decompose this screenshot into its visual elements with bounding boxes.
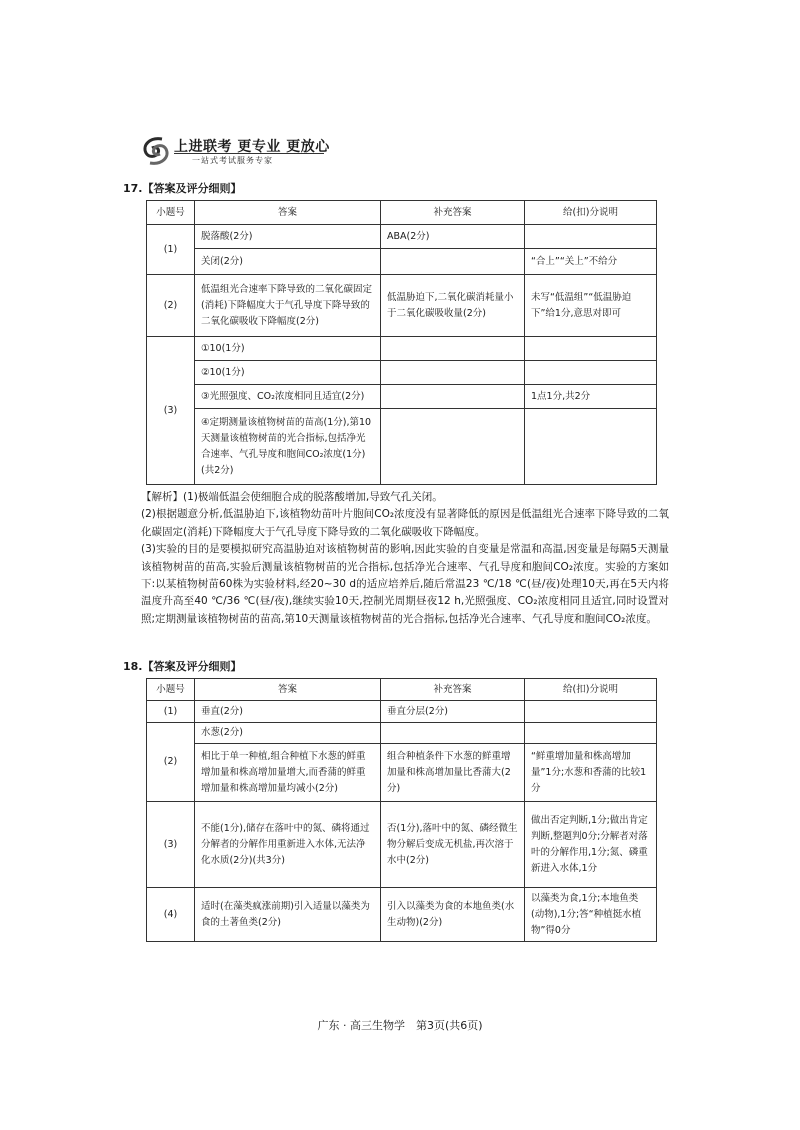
table-row: [147, 888, 657, 942]
question-number: (2): [147, 275, 195, 337]
table-row: [147, 225, 657, 249]
analysis-paragraph-2: (2)根据题意分析,低温胁迫下,该植物幼苗叶片胞间CO₂浓度没有显著降低的原因是低温组光合速率下降导致的二氧化碳固定(消耗)下降幅度大于气孔导度下降导致的二氧化碳吸收下降幅度。: [141, 508, 669, 538]
logo-subtitle: 一站式考试服务专家: [192, 156, 273, 165]
col-header-no: 小题号: [147, 679, 195, 701]
question-number: (4): [147, 888, 195, 942]
answer-cell: 脱落酸(2分): [195, 225, 381, 249]
note-cell: [525, 337, 657, 361]
extra-answer-cell: 低温胁迫下,二氧化碳消耗量小于二氧化碳吸收量(2分): [381, 275, 525, 337]
table-row: [147, 744, 657, 802]
table-row: [147, 337, 657, 361]
extra-answer-cell: [381, 385, 525, 409]
extra-answer-cell: ABA(2分): [381, 225, 525, 249]
extra-answer-cell: 垂直分层(2分): [381, 701, 525, 723]
table-row: [147, 275, 657, 337]
extra-answer-cell: [381, 723, 525, 744]
table-row: [147, 385, 657, 409]
question-number: (1): [147, 701, 195, 723]
note-cell: 未写“低温组”“低温胁迫下”给1分,意思对即可: [525, 275, 657, 337]
page-footer: 广东 · 高三生物学 第3页(共6页): [317, 1019, 483, 1032]
answer-cell: 相比于单一种植,组合种植下水葱的鲜重增加量和株高增加量增大,而香蒲的鲜重增加量和株高增加量均减小(2分): [195, 744, 381, 802]
extra-answer-cell: 否(1分),落叶中的氮、磷经微生物分解后变成无机盐,再次溶于水中(2分): [381, 802, 525, 888]
answer-cell: 关闭(2分): [195, 249, 381, 275]
extra-answer-cell: [381, 361, 525, 385]
table-row: [147, 802, 657, 888]
col-header-note: 给(扣)分说明: [525, 679, 657, 701]
analysis-paragraph-3: (3)实验的目的是要模拟研究高温胁迫对该植物树苗的影响,因此实验的自变量是常温和高温,因变量是每隔5天测量该植物树苗的苗高,实验后测量该植物树苗的光合指标,包括净光合速率、气孔导度和胞间CO₂浓度。实验的方案如下:以某植物树苗60株为实验材料,经20~30 d的适应培养后,随后常温23 ℃/18 ℃(昼/夜)处理10天,再在5天内将温度升高至40 ℃/36 ℃(昼/夜),继续实验10天,控制光周期昼夜12 h,光照强度、CO₂浓度相同且适宜,同时设置对照;定期测量该植物树苗的苗高,第10天测量该植物树苗的光合指标,包括净光合速率、气孔导度和胞间CO₂浓度。: [141, 543, 669, 625]
extra-answer-cell: [381, 249, 525, 275]
answer-cell: ①10(1分): [195, 337, 381, 361]
table-row: [147, 723, 657, 744]
q17-analysis: [141, 489, 669, 628]
note-cell: [525, 701, 657, 723]
question-number: (3): [147, 337, 195, 485]
logo-divider: [174, 153, 324, 154]
answer-cell: ④定期测量该植物树苗的苗高(1分),第10天测量该植物树苗的光合指标,包括净光合速率、气孔导度和胞间CO₂浓度(1分)(共2分): [195, 409, 381, 485]
col-header-extra: 补充答案: [381, 679, 525, 701]
table-header-row: [147, 201, 657, 225]
note-cell: 以藻类为食,1分;本地鱼类(动物),1分;答“种植挺水植物”得0分: [525, 888, 657, 942]
question-number: (1): [147, 225, 195, 275]
table-row: [147, 361, 657, 385]
q17-heading: 17.【答案及评分细则】: [123, 182, 242, 195]
extra-answer-cell: 组合种植条件下水葱的鲜重增加量和株高增加量比香蒲大(2分): [381, 744, 525, 802]
answer-cell: 垂直(2分): [195, 701, 381, 723]
logo-swirl-icon: [140, 135, 172, 167]
answer-cell: 水葱(2分): [195, 723, 381, 744]
header-logo: [140, 133, 340, 173]
note-cell: “鲜重增加量和株高增加量”1分;水葱和香蒲的比较1分: [525, 744, 657, 802]
col-header-answer: 答案: [195, 679, 381, 701]
question-number: (2): [147, 723, 195, 802]
note-cell: 做出否定判断,1分;做出肯定判断,整题判0分;分解者对落叶的分解作用,1分;氮、磷重新进入水体,1分: [525, 802, 657, 888]
col-header-no: 小题号: [147, 201, 195, 225]
col-header-note: 给(扣)分说明: [525, 201, 657, 225]
table-header-row: [147, 679, 657, 701]
extra-answer-cell: 引入以藻类为食的本地鱼类(水生动物)(2分): [381, 888, 525, 942]
note-cell: [525, 723, 657, 744]
logo-title: 上进联考 更专业 更放心: [174, 139, 330, 155]
q18-heading: 18.【答案及评分细则】: [123, 660, 242, 673]
answer-cell: ②10(1分): [195, 361, 381, 385]
table-row: [147, 409, 657, 485]
answer-cell: 低温组光合速率下降导致的二氧化碳固定(消耗)下降幅度大于气孔导度下降导致的二氧化碳吸收下降幅度(2分): [195, 275, 381, 337]
q17-table: [146, 200, 657, 485]
col-header-extra: 补充答案: [381, 201, 525, 225]
col-header-answer: 答案: [195, 201, 381, 225]
analysis-paragraph-1: 【解析】(1)极端低温会使细胞合成的脱落酸增加,导致气孔关闭。: [141, 491, 443, 503]
answer-cell: 不能(1分),储存在落叶中的氮、磷将通过分解者的分解作用重新进入水体,无法净化水质(2分)(共3分): [195, 802, 381, 888]
extra-answer-cell: [381, 337, 525, 361]
answer-cell: 适时(在藻类疯涨前期)引入适量以藻类为食的土著鱼类(2分): [195, 888, 381, 942]
q18-table: [146, 678, 657, 942]
question-number: (3): [147, 802, 195, 888]
table-row: [147, 249, 657, 275]
answer-cell: ③光照强度、CO₂浓度相同且适宜(2分): [195, 385, 381, 409]
note-cell: [525, 225, 657, 249]
note-cell: [525, 409, 657, 485]
table-row: [147, 701, 657, 723]
note-cell: “合上”“关上”不给分: [525, 249, 657, 275]
note-cell: [525, 361, 657, 385]
note-cell: 1点1分,共2分: [525, 385, 657, 409]
extra-answer-cell: [381, 409, 525, 485]
